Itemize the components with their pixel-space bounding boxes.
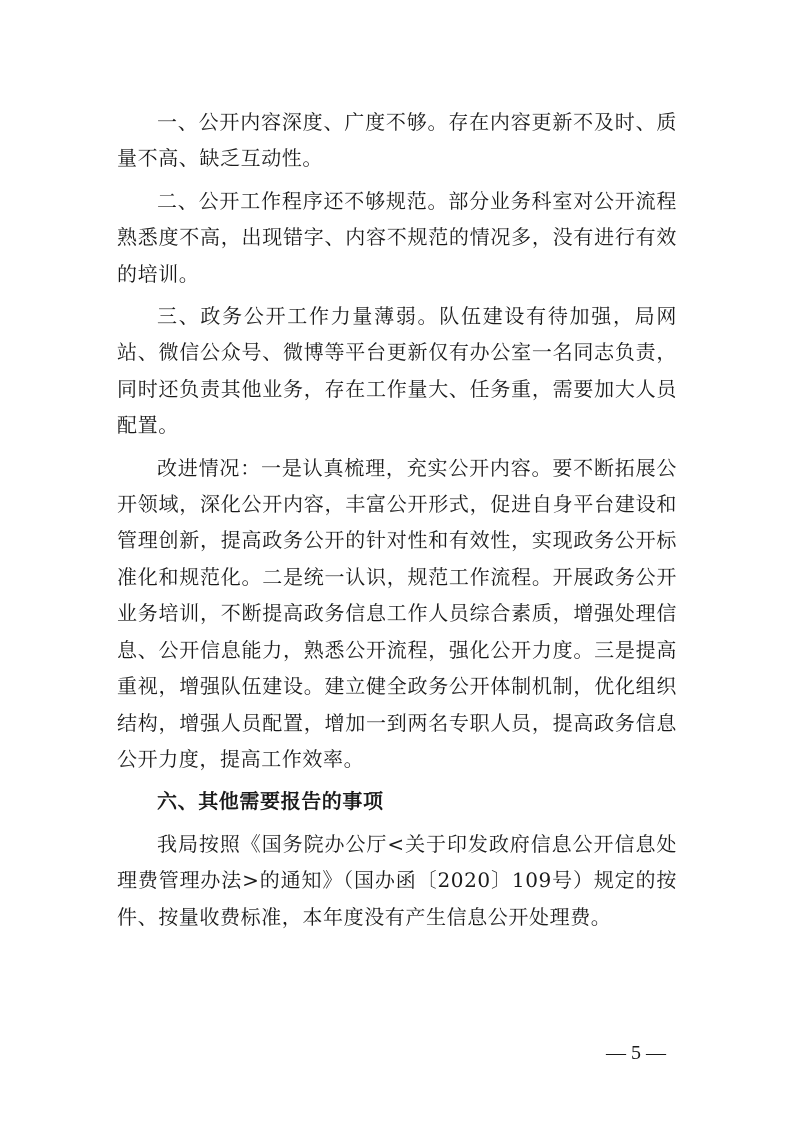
paragraph-improvements: 改进情况：一是认真梳理，充实公开内容。要不断拓展公开领域，深化公开内容，丰富公开形式，促进自身平台建设和管理创新，提高政务公开的针对性和有效性，实现政务公开标准化和规范化。二是统一认识，规范工作流程。开展政务公开业务培训，不断提高政务信息工作人员综合素质，增强处理信息、公开信息能力，熟悉公开流程，强化公开力度。三是提高重视，增强队伍建设。建立健全政务公开体制机制，优化组织结构，增强人员配置，增加一到两名专职人员，提高政务信息公开力度，提高工作效率。 bbox=[117, 455, 677, 771]
document-body bbox=[117, 104, 677, 935]
paragraph-procedure-issue: 二、公开工作程序还不够规范。部分业务科室对公开流程熟悉度不高，出现错字、内容不规范的情况多，没有进行有效的培训。 bbox=[117, 188, 677, 286]
section-heading-other-matters: 六、其他需要报告的事项 bbox=[157, 789, 384, 814]
paragraph-content-issue: 一、公开内容深度、广度不够。存在内容更新不及时、质量不高、缺乏互动性。 bbox=[117, 110, 677, 171]
paragraph-staffing-issue: 三、政务公开工作力量薄弱。队伍建设有待加强，局网站、微信公众号、微博等平台更新仅有办公室一名同志负责，同时还负责其他业务，存在工作量大、任务重，需要加大人员配置。 bbox=[117, 304, 677, 438]
page-number: — 5 — bbox=[606, 1042, 666, 1064]
paragraph-processing-fee: 我局按照《国务院办公厅<关于印发政府信息公开信息处理费管理办法>的通知》（国办函〔2020〕109号）规定的按件、按量收费标准，本年度没有产生信息公开处理费。 bbox=[117, 831, 677, 929]
